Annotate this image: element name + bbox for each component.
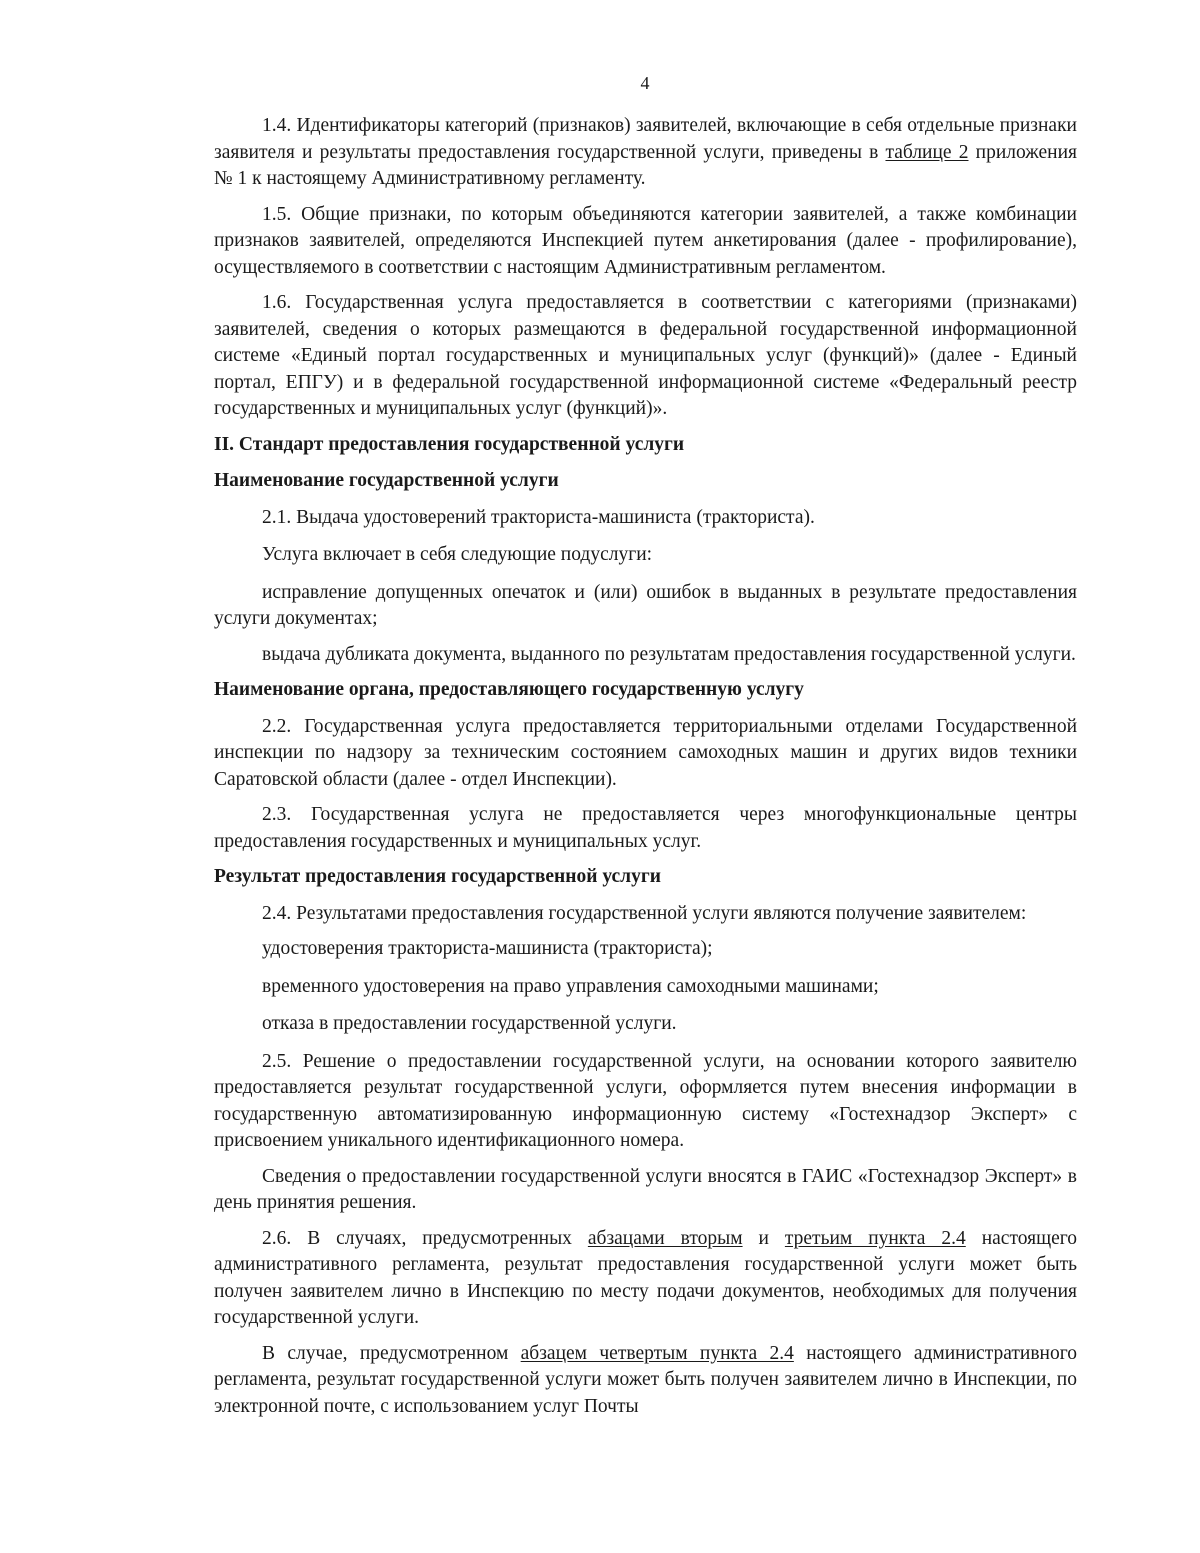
link-tretim-punkta-2-4[interactable]: третьим пункта 2.4 xyxy=(784,1227,966,1249)
paragraph-text: В случае, предусмотренном xyxy=(262,1342,521,1364)
paragraph-2-5: 2.5. Решение о предоставлении государственной услуги, на основании которого заявителю предоставляется результат государственной услуги, оформляется путем внесения информации в государственную автоматизированную информационную систему «Гостехнадзор Эксперт» с присвоением уникального идентификационного номера. xyxy=(214,1050,1077,1151)
link-abzats-vtorym[interactable]: абзацами вторым xyxy=(587,1227,743,1249)
paragraph-1-5: 1.5. Общие признаки, по которым объединяются категории заявителей, а также комбинации признаков заявителей, определяются Инспекцией путем анкетирования (далее - профилирование), осуществляемого в соответствии с настоящим Административным регламентом. xyxy=(214,203,1077,278)
document-body xyxy=(214,113,1077,1429)
paragraph-2-4-item-b: временного удостоверения на право управления самоходными машинами; xyxy=(262,975,879,997)
paragraph-subservice-1: исправление допущенных опечаток и (или) ошибок в выданных в результате предоставления услуги документах; xyxy=(214,581,1077,629)
paragraph-text: 1.4. Идентификаторы категорий (признаков) заявителей, включающие в себя отдельные признаки заявителя и результаты предоставления государственной услуги, приведены в xyxy=(214,115,1077,163)
paragraph-1-4 xyxy=(214,113,1077,193)
paragraph-text: и xyxy=(742,1227,785,1249)
paragraph-text: настоящего административного регламента, результат государственной услуги может быть получен заявителем лично в Инспекции, по электронной почте, с использованием услуг Почты xyxy=(214,1342,1077,1417)
paragraph-2-6-b xyxy=(214,1341,1077,1421)
section-2-heading: II. Стандарт предоставления государственной услуги xyxy=(214,433,685,455)
paragraph-2-2: 2.2. Государственная услуга предоставляется территориальными отделами Государственной инспекции по надзору за техническим состоянием самоходных машин и других видов техники Саратовской области (далее - отдел Инспекции). xyxy=(214,715,1077,790)
heading-service-name: Наименование государственной услуги xyxy=(214,470,559,491)
paragraph-subservices-intro: Услуга включает в себя следующие подуслуги: xyxy=(262,544,653,565)
paragraph-1-6: 1.6. Государственная услуга предоставляется в соответствии с категориями (признаками) заявителей, сведения о которых размещаются в федеральной государственной информационной системе «Единый портал государственных и муниципальных услуг (функций)» (далее - Единый портал, ЕПГУ) и в федеральной государственной информационной системе «Федеральный реестр государственных и муниципальных услуг (функций)». xyxy=(214,292,1077,419)
paragraph-2-6 xyxy=(214,1226,1077,1332)
paragraph-2-1: 2.1. Выдача удостоверений тракториста-машиниста (тракториста). xyxy=(262,506,815,528)
page-number: 4 xyxy=(640,73,650,93)
paragraph-2-5-b: Сведения о предоставлении государственной услуги вносятся в ГАИС «Гостехнадзор Эксперт» в день принятия решения. xyxy=(214,1165,1077,1213)
heading-organ-name: Наименование органа, предоставляющего государственную услугу xyxy=(214,679,804,700)
link-abzats-chetvertym[interactable]: абзацем четвертым пункта 2.4 xyxy=(520,1342,794,1364)
paragraph-text: 2.6. В случаях, предусмотренных xyxy=(262,1227,588,1249)
paragraph-2-3: 2.3. Государственная услуга не предоставляется через многофункциональные центры предоставления государственных и муниципальных услуг. xyxy=(214,804,1077,852)
heading-result: Результат предоставления государственной услуги xyxy=(214,866,661,887)
paragraph-text: настоящего административного регламента, результат предоставления государственной услуги может быть получен заявителем лично в Инспекцию по месту подачи документов, необходимых для получения государственной услуги. xyxy=(214,1227,1078,1328)
link-table-2[interactable]: таблице 2 xyxy=(885,141,969,163)
paragraph-2-4-item-a: удостоверения тракториста-машиниста (тракториста); xyxy=(262,938,713,959)
paragraph-2-4: 2.4. Результатами предоставления государственной услуги являются получение заявителем: xyxy=(262,902,1027,924)
paragraph-2-4-item-c: отказа в предоставлении государственной услуги. xyxy=(262,1013,677,1034)
paragraph-text: приложения № 1 к настоящему Административному регламенту. xyxy=(214,141,1077,189)
paragraph-subservice-2: выдача дубликата документа, выданного по результатам предоставления государственной услуги. xyxy=(262,643,1076,665)
